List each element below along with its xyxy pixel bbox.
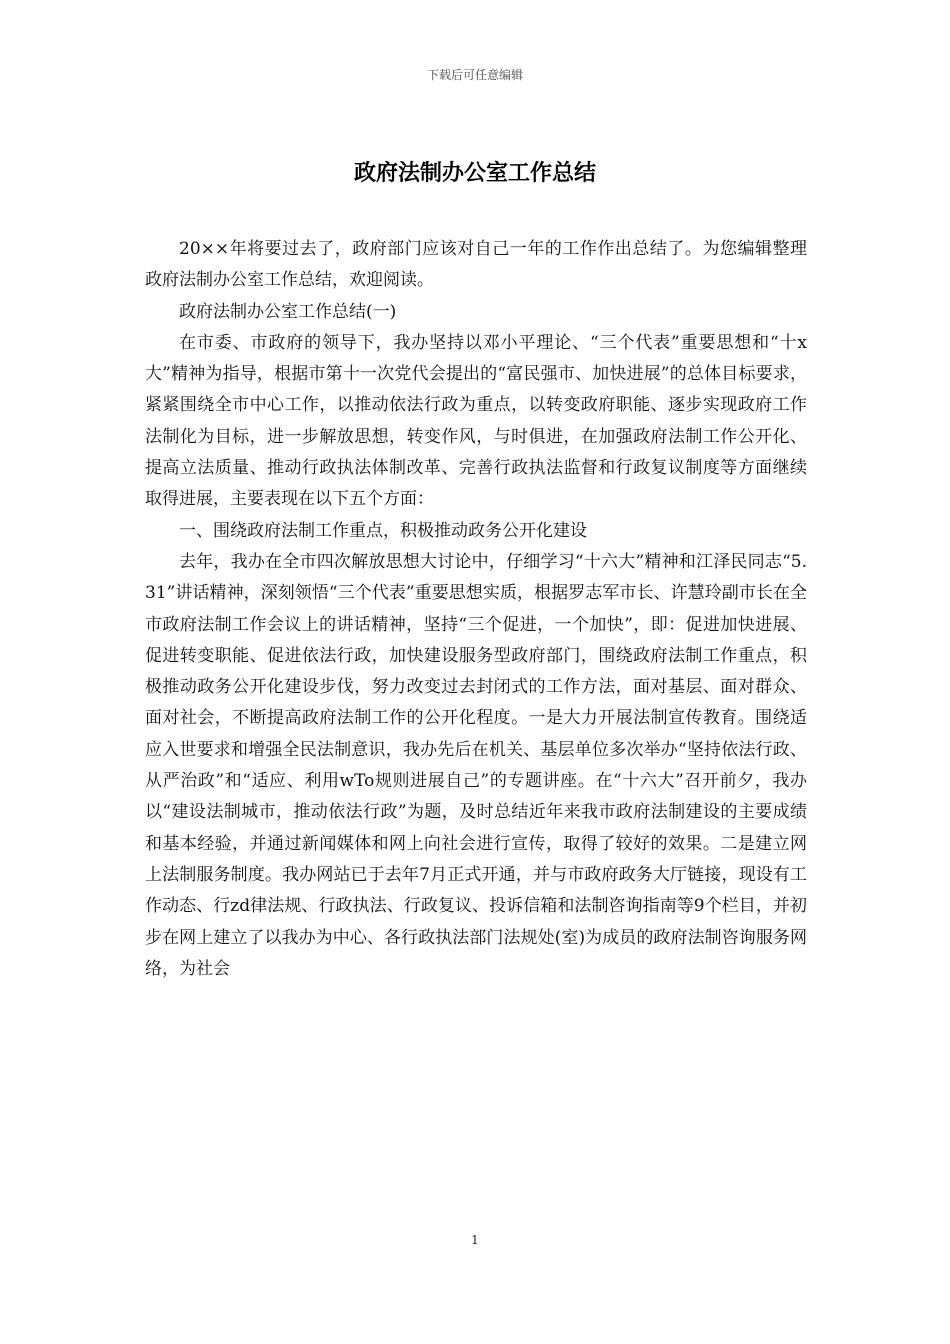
section-heading: 政府法制办公室工作总结(一) (179, 301, 397, 322)
page-number: 1 (471, 1233, 479, 1247)
body-paragraph: 在市委、市政府的领导下，我办坚持以邓小平理论、“三个代表”重要思想和“十x大”精神为指导，根据市第十一次党代会提出的“富民强市、加快进展”的总体目标要求，紧紧围绕全市中心工作，以推动依法行政为重点，以转变政府职能、逐步实现政府工作法制化为目标，进一步解放思想，转变作风，与时俱进，在加强政府法制工作公开化、提高立法质量、推动行政执法体制改革、完善行政执法监督和行政复议制度等方面继续取得进展，主要表现在以下五个方面： (145, 332, 807, 510)
body-paragraph: 去年，我办在全市四次解放思想大讨论中，仔细学习“十六大”精神和江泽民同志“5.31”讲话精神，深刻领悟“三个代表”重要思想实质，根据罗志军市长、许慧玲副市长在全市政府法制工作会议上的讲话精神，坚持“三个促进，一个加快”，即：促进加快进展、促进转变职能、促进依法行政，加快建设服务型政府部门，围绕政府法制工作重点，积极推动政务公开化建设步伐，努力改变过去封闭式的工作方法，面对基层、面对群众、面对社会，不断提高政府法制工作的公开化程度。一是大力开展法制宣传教育。围绕适应入世要求和增强全民法制意识，我办先后在机关、基层单位多次举办“坚持依法行政、从严治政”和“适应、利用wTo规则进展自己”的专题讲座。在“十六大”召开前夕，我办以“建设法制城市，推动依法行政”为题，及时总结近年来我市政府法制建设的主要成绩和基本经验，并通过新闻媒体和网上向社会进行宣传，取得了较好的效果。二是建立网上法制服务制度。我办网站已于去年7月正式开通，并与市政府政务大厅链接，现设有工作动态、行zd律法规、行政执法、行政复议、投诉信箱和法制咨询指南等9个栏目，并初步在网上建立了以我办为中心、各行政执法部门法规处(室)为成员的政府法制咨询服务网络，为社会 (145, 551, 807, 979)
intro-paragraph: 20××年将要过去了，政府部门应该对自己一年的工作作出总结了。为您编辑整理政府法制办公室工作总结，欢迎阅读。 (145, 239, 807, 291)
subsection-heading: 一、围绕政府法制工作重点，积极推动政务公开化建设 (179, 520, 587, 541)
document-title: 政府法制办公室工作总结 (353, 160, 596, 186)
page-header-note: 下载后可任意编辑 (426, 68, 523, 82)
document-body (145, 234, 807, 985)
